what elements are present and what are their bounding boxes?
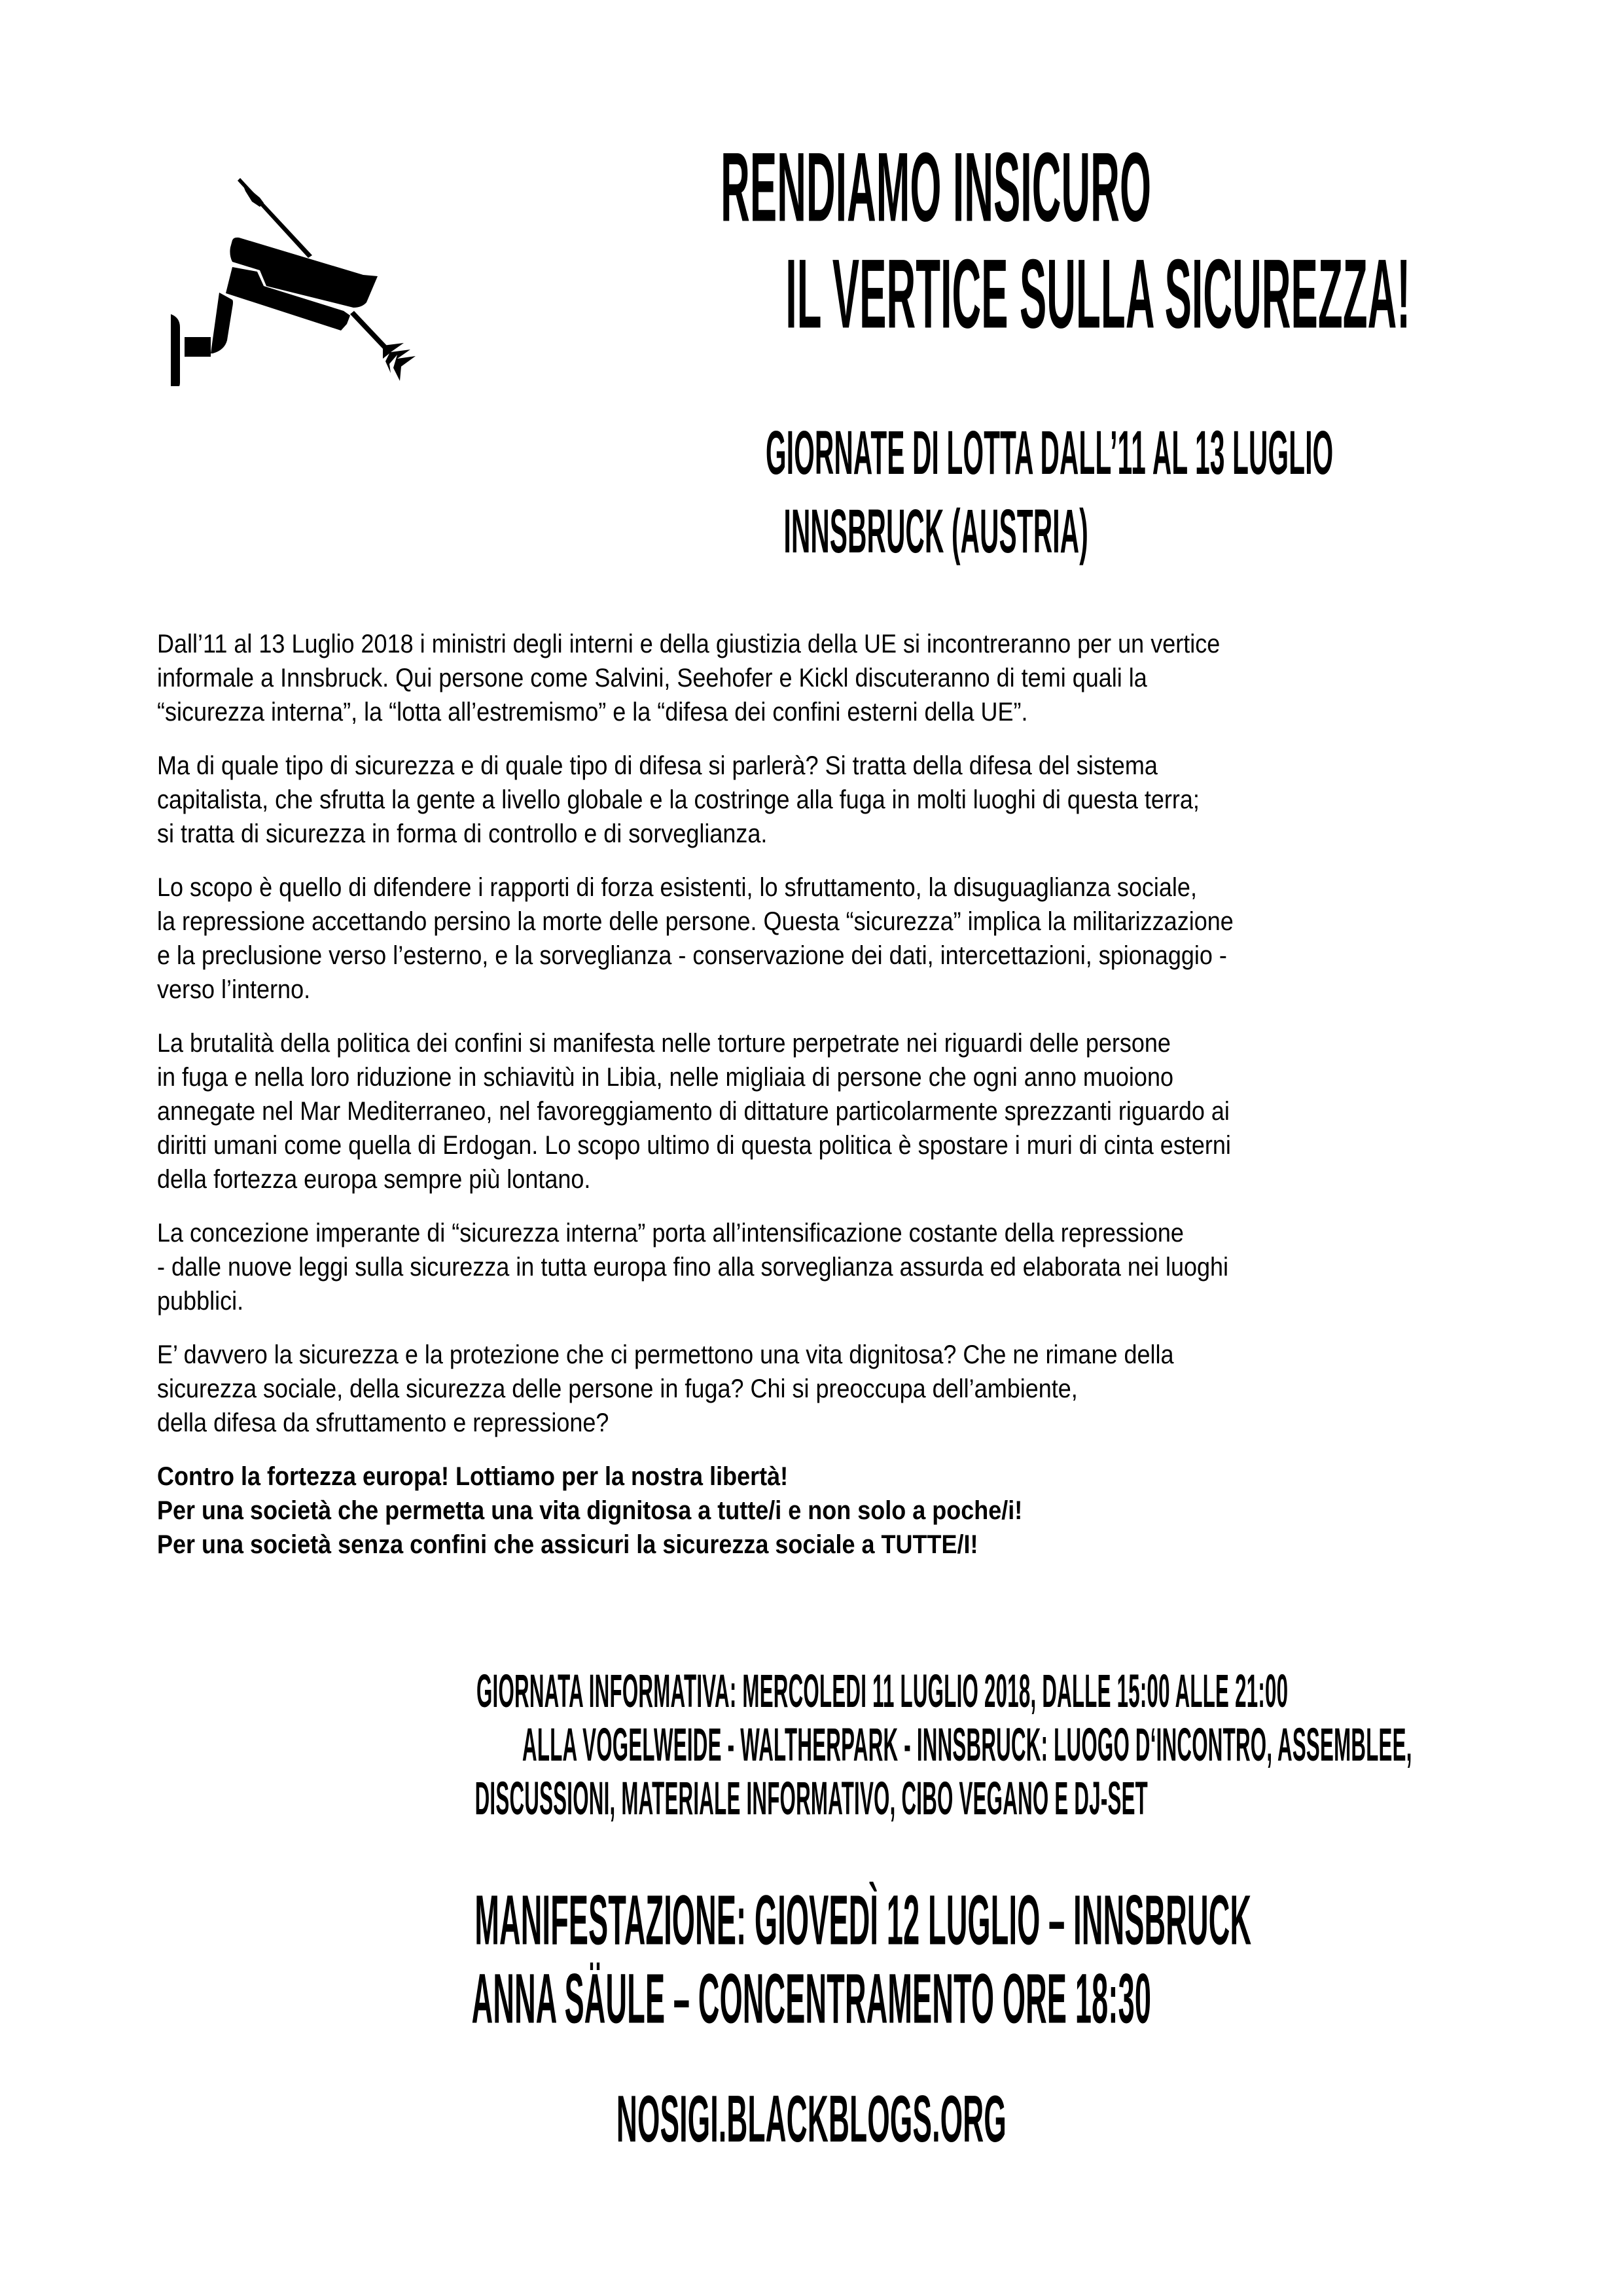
- subtitle-text: GIORNATE DI LOTTA DALL’11 AL 13 LUGLIO: [766, 418, 1334, 488]
- paragraph-text: La concezione imperante di “sicurezza interna” porta all’intensificazione costante della repressione - dalle nuove leggi sulla sicurezza in tutta europa fino alla sorveglianza assurda ed elaborata nei luoghi pubblici.: [157, 1219, 1229, 1316]
- slogans: [157, 1460, 1505, 1562]
- title-text: RENDIAMO INSICURO: [720, 133, 1151, 242]
- demonstration-text: ANNA SÄULE – CONCENTRAMENTO ORE 18:30: [471, 1959, 1152, 2039]
- subtitle-location: [419, 497, 1453, 566]
- subtitle-dates: [419, 418, 1453, 488]
- paragraph-6: [157, 1338, 1505, 1440]
- paragraph-text: E’ davvero la sicurezza e la protezione che ci permettono una vita dignitosa? Che ne rimane della sicurezza sociale, della sicurezza delle persone in fuga? Chi si preoccupa dell’ambiente, della difesa da sfruttamento e repressione?: [157, 1340, 1174, 1437]
- subtitle-text: INNSBRUCK (AUSTRIA): [783, 497, 1088, 566]
- info-day-text: ALLA VOGELWEIDE - WALTHERPARK - INNSBRUCK: LUOGO D‘INCONTRO, ASSEMBLEE,: [522, 1718, 1412, 1771]
- info-day-line-2: [0, 1718, 1623, 1771]
- paragraph-text: Lo scopo è quello di difendere i rapporti di forza esistenti, lo sfruttamento, la disuguaglianza sociale, la repressione accettando persino la morte delle persone. Questa “sicurezza” implica la militarizzazione e la preclusione verso l’esterno, e la sorveglianza - conservazione dei dati, intercettazioni, spionaggio - verso l’interno.: [157, 873, 1234, 1004]
- surveillance-camera-icon: [171, 238, 378, 386]
- demonstration-text: MANIFESTAZIONE: GIOVEDÌ 12 LUGLIO – INNSBRUCK: [474, 1880, 1252, 1960]
- page-title-line-1: [419, 133, 1453, 242]
- paragraph-4: [157, 1026, 1505, 1196]
- slogans-text: Contro la fortezza europa! Lottiamo per la nostra libertà! Per una società che permetta una vita dignitosa a tutte/i e non solo a poche/i! Per una società senza confini che assicuri la sicurezza sociale a TUTTE/I!: [157, 1462, 1023, 1559]
- body-text: [157, 627, 1505, 1581]
- info-day-line-1: [0, 1664, 1623, 1717]
- website-link[interactable]: NOSIGI.BLACKBLOGS.ORG: [616, 2082, 1007, 2157]
- paragraph-2: [157, 749, 1505, 851]
- website-footer: [0, 2082, 1623, 2157]
- demonstration-line-1: [0, 1880, 1623, 1960]
- paragraph-1: [157, 627, 1505, 729]
- paragraph-text: La brutalità della politica dei confini si manifesta nelle torture perpetrate nei riguardi delle persone in fuga e nella loro riduzione in schiavitù in Libia, nelle migliaia di persone che ogni anno muoiono annegate nel Mar Mediterraneo, nel favoreggiamento di dittature particolarmente sprezzanti riguardo ai diritti umani come quella di Erdogan. Lo scopo ultimo di questa politica è spostare i muri di cinta esterni della fortezza europa sempre più lontano.: [157, 1029, 1231, 1194]
- info-day-text: DISCUSSIONI, MATERIALE INFORMATIVO, CIBO VEGANO E DJ-SET: [474, 1772, 1149, 1825]
- paragraph-text: Ma di quale tipo di sicurezza e di quale tipo di difesa si parlerà? Si tratta della difesa del sistema capitalista, che sfrutta la gente a livello globale e la costringe alla fuga in molti luoghi di questa terra; si tratta di sicurezza in forma di controllo e di sorveglianza.: [157, 751, 1200, 848]
- info-day-text: GIORNATA INFORMATIVA: MERCOLEDI 11 LUGLIO 2018, DALLE 15:00 ALLE 21:00: [476, 1664, 1289, 1717]
- paragraph-text: Dall’11 al 13 Luglio 2018 i ministri degli interni e della giustizia della UE si incontreranno per un vertice informale a Innsbruck. Qui persone come Salvini, Seehofer e Kickl discuteranno di temi quali la “sicurezza interna”, la “lotta all’estremismo” e la “difesa dei confini esterni della UE”.: [157, 630, 1221, 726]
- demonstration-line-2: [0, 1959, 1623, 2039]
- title-text: IL VERTICE SULLA SICUREZZA!: [785, 240, 1411, 349]
- info-day-line-3: [0, 1772, 1623, 1825]
- page-title-line-2: [419, 240, 1453, 349]
- surveillance-camera-arrow-logo: [147, 151, 422, 386]
- paragraph-3: [157, 870, 1505, 1007]
- paragraph-5: [157, 1216, 1505, 1318]
